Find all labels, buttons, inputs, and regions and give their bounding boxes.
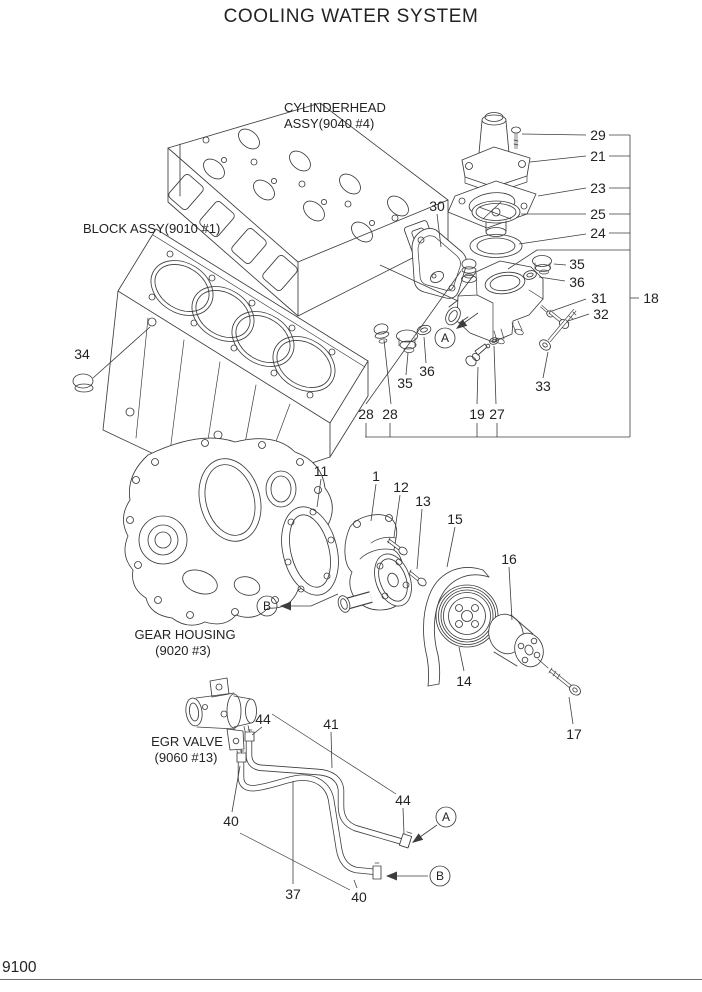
egr-valve-label-line2: (9060 #13): [154, 750, 218, 765]
callout-37: 37: [285, 886, 301, 902]
marker-a-hose: [412, 807, 456, 843]
callout-25: 25: [590, 206, 606, 222]
pulley-group: [424, 568, 583, 698]
callout-35: 35: [569, 256, 585, 272]
callout-16: 16: [501, 551, 517, 567]
marker-a-label: A: [440, 331, 450, 345]
callout-28a: 28: [358, 406, 374, 422]
hose-clamp-44-lower: [399, 831, 412, 848]
callout-18: 18: [643, 290, 659, 306]
marker-b-label: B: [262, 599, 272, 613]
hose-group: [232, 714, 413, 890]
hose-clamp-40-lower: [373, 863, 381, 879]
callout-21: 21: [590, 148, 606, 164]
callout-35b: 35: [397, 375, 413, 391]
callout-32: 32: [593, 306, 609, 322]
callout-30: 30: [429, 198, 445, 214]
callout-44a: 44: [255, 711, 271, 727]
callout-28b: 28: [382, 406, 398, 422]
callout-33: 33: [535, 378, 551, 394]
gear-housing-label-line1: GEAR HOUSING: [134, 627, 236, 642]
callout-41: 41: [323, 716, 339, 732]
water-pump-group: [273, 501, 428, 614]
callout-15: 15: [447, 511, 463, 527]
egr-valve-label-line1: EGR VALVE: [151, 734, 223, 749]
callout-24: 24: [590, 225, 606, 241]
marker-b-hose: [386, 866, 450, 886]
callout-40b: 40: [351, 889, 367, 905]
gear-housing-label-line2: (9020 #3): [155, 643, 211, 658]
block-plug-34: [73, 374, 93, 392]
callout-12: 12: [393, 479, 409, 495]
callout-40a: 40: [223, 813, 239, 829]
callout-29: 29: [590, 127, 606, 143]
cylinderhead-label-line2: ASSY(9040 #4): [284, 116, 375, 131]
marker-b-label: B: [435, 869, 445, 883]
callout-14: 14: [456, 673, 472, 689]
callout-36b: 36: [419, 363, 435, 379]
page-title: COOLING WATER SYSTEM: [223, 6, 479, 27]
callout-11: 11: [313, 463, 329, 479]
callout-44b: 44: [395, 792, 411, 808]
callout-36: 36: [569, 274, 585, 290]
water-outlet-gasket-30: [412, 228, 467, 298]
cylinderhead-label-line1: CYLINDERHEAD: [284, 100, 386, 115]
block-label: BLOCK ASSY(9010 #1): [83, 221, 221, 236]
callout-31: 31: [591, 290, 607, 306]
hose-clamp-40-upper: [237, 751, 246, 762]
page-number: 9100: [2, 959, 37, 976]
callout-27: 27: [489, 406, 505, 422]
marker-a-label: A: [441, 810, 451, 824]
callout-23: 23: [590, 180, 606, 196]
hose-clamp-44-upper: [245, 730, 254, 741]
callout-1: 1: [372, 468, 380, 484]
callout-13: 13: [415, 493, 431, 509]
callout-17: 17: [566, 726, 582, 742]
callout-19: 19: [469, 406, 485, 422]
callout-34: 34: [74, 346, 90, 362]
